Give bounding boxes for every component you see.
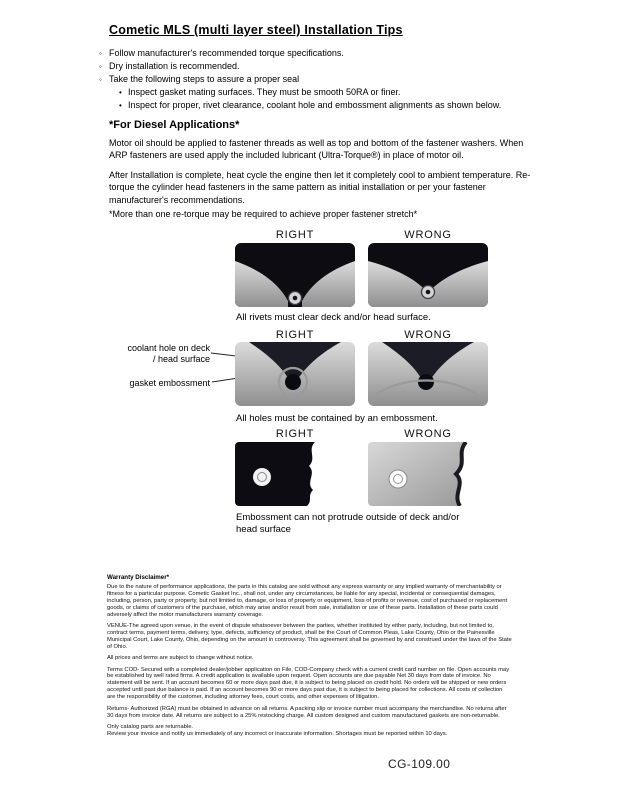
dot-bullet-icon [119, 86, 128, 99]
installation-tips-list [99, 47, 569, 112]
coolant-hole-wrong-diagram [368, 342, 488, 406]
coolant-hole-annotation: coolant hole on deck / head surface [127, 343, 210, 364]
warranty-paragraph: All prices and terms are subject to change without notice. [107, 655, 254, 662]
diesel-paragraph-1: Motor oil should be applied to fastener threads as well as top and bottom of the fastener washers. When ARP fasteners are used apply the included lubricant (Ultra-Torque®) in place of motor oil. [109, 138, 524, 161]
diesel-applications-heading: *For Diesel Applications* [109, 119, 240, 131]
rivet-clearance-wrong-diagram [368, 243, 488, 307]
warranty-paragraph: Returns- Authorized (RGA) must be obtained in advance on all returns. A packing slip or invoice number must accompany the merchandise. No returns after 30 days from invoice date. All returns are subject to a 25% restocking charge. All custom designed and custom manufactured gaskets are non-returnable. [107, 705, 507, 719]
warranty-disclaimer [107, 574, 512, 743]
right-label-row2: RIGHT [275, 329, 315, 341]
list-item [99, 47, 569, 60]
warranty-heading: Warranty Disclaimer* [107, 574, 170, 581]
list-item [119, 99, 569, 112]
dot-bullet-icon [119, 99, 128, 112]
page-code: CG-109.00 [388, 757, 451, 771]
coolant-hole-right-diagram [235, 342, 355, 406]
wrong-label-row1: WRONG [404, 229, 452, 241]
tip-text: Follow manufacturer's recommended torque specifications. [109, 48, 344, 58]
tip-text: Take the following steps to assure a proper seal [109, 74, 300, 84]
circle-bullet-icon [99, 73, 109, 86]
tip-text: Dry installation is recommended. [109, 61, 240, 71]
embossment-right-diagram [235, 442, 355, 506]
rivet-clearance-right-diagram [235, 243, 355, 307]
tip-text: Inspect for proper, rivet clearance, coolant hole and embossment alignments as shown below. [128, 100, 502, 110]
row2-caption: All holes must be contained by an embossment. [236, 413, 438, 424]
wrong-label-row2: WRONG [404, 329, 452, 341]
warranty-paragraph: Terms COD- Secured with a completed dealer/jobber application on File, COD-Company check with a current credit card number on file. Open accounts may be established by well rated firms. A credit application is available upon request. Open accounts are due payable Net 30 days from date of invoice. No statement will be sent. If an account becomes 60 or more days past due, it is subject to being placed on credit hold. No orders will be shipped or new orders accepted until past due balance is paid. If an account becomes 90 or more days past due, it is subject to being placed for collections. All costs of collection are the responsibility of the customer, including attorney fees, court costs, and other expenses of litigation. [107, 666, 510, 701]
diesel-paragraph-2: After Installation is complete, heat cycle the engine then let it completely cool to ambient temperature. Re-torque the cylinder head fasteners in the same pattern as initial installation or per your fastener manufacturer's recommendations. [109, 170, 531, 205]
circle-bullet-icon [99, 60, 109, 73]
sub-list [119, 86, 569, 112]
list-item [119, 86, 569, 99]
row3-caption: Embossment can not protrude outside of deck and/or head surface [236, 512, 460, 535]
right-label-row1: RIGHT [275, 229, 315, 241]
circle-bullet-icon [99, 47, 109, 60]
page-title: Cometic MLS (multi layer steel) Installation Tips [109, 23, 403, 37]
warranty-paragraph: Due to the nature of performance applications, the parts in this catalog are sold without any express warranty or any implied warranty of merchantability or fitness for a particular purpose. Cometic Gasket Inc., shall not, under any circumstances, be liable for any special, incidental or consequential damages, including, person, party or property, but not limited to, damage, or loss of property or equipment, loss of profits or revenue, cost of purchased or replacement goods, or claims of customers of the purchase, which may arise and/or result from sale, installation or use of these parts. Installation of these parts could adversely affect the motor manufacturers warranty coverage. [107, 584, 508, 618]
right-label-row3: RIGHT [275, 428, 315, 440]
wrong-label-row3: WRONG [404, 428, 452, 440]
gasket-embossment-annotation: gasket embossment [129, 378, 210, 388]
row1-caption: All rivets must clear deck and/or head surface. [236, 312, 431, 323]
warranty-paragraph: Review your invoice and notify us immediately of any incorrect or inaccurate information. Shortages must be reported within 10 days. [107, 731, 448, 738]
list-item [99, 73, 569, 86]
retorque-note: *More than one re-torque may be required to achieve proper fastener stretch* [109, 209, 418, 219]
tip-text: Inspect gasket mating surfaces. They must be smooth 50RA or finer. [128, 87, 401, 97]
list-item [99, 60, 569, 73]
embossment-wrong-diagram [368, 442, 488, 506]
warranty-paragraph: Only catalog parts are returnable. [107, 723, 194, 730]
warranty-paragraph: VENUE-The agreed upon venue, in the event of dispute whatsoever between the parties, whether instituted by either party, including, but not limited to, contract terms, payment terms, delivery, type, defects, sufficiency of product, shall be the Court of Common Pleas, Lake County, Ohio or the Painesville Municipal Court, Lake County, Ohio, depending on the amount in controversy. This agreement shall be governed by and construed under the laws of the State of Ohio. [107, 623, 512, 650]
